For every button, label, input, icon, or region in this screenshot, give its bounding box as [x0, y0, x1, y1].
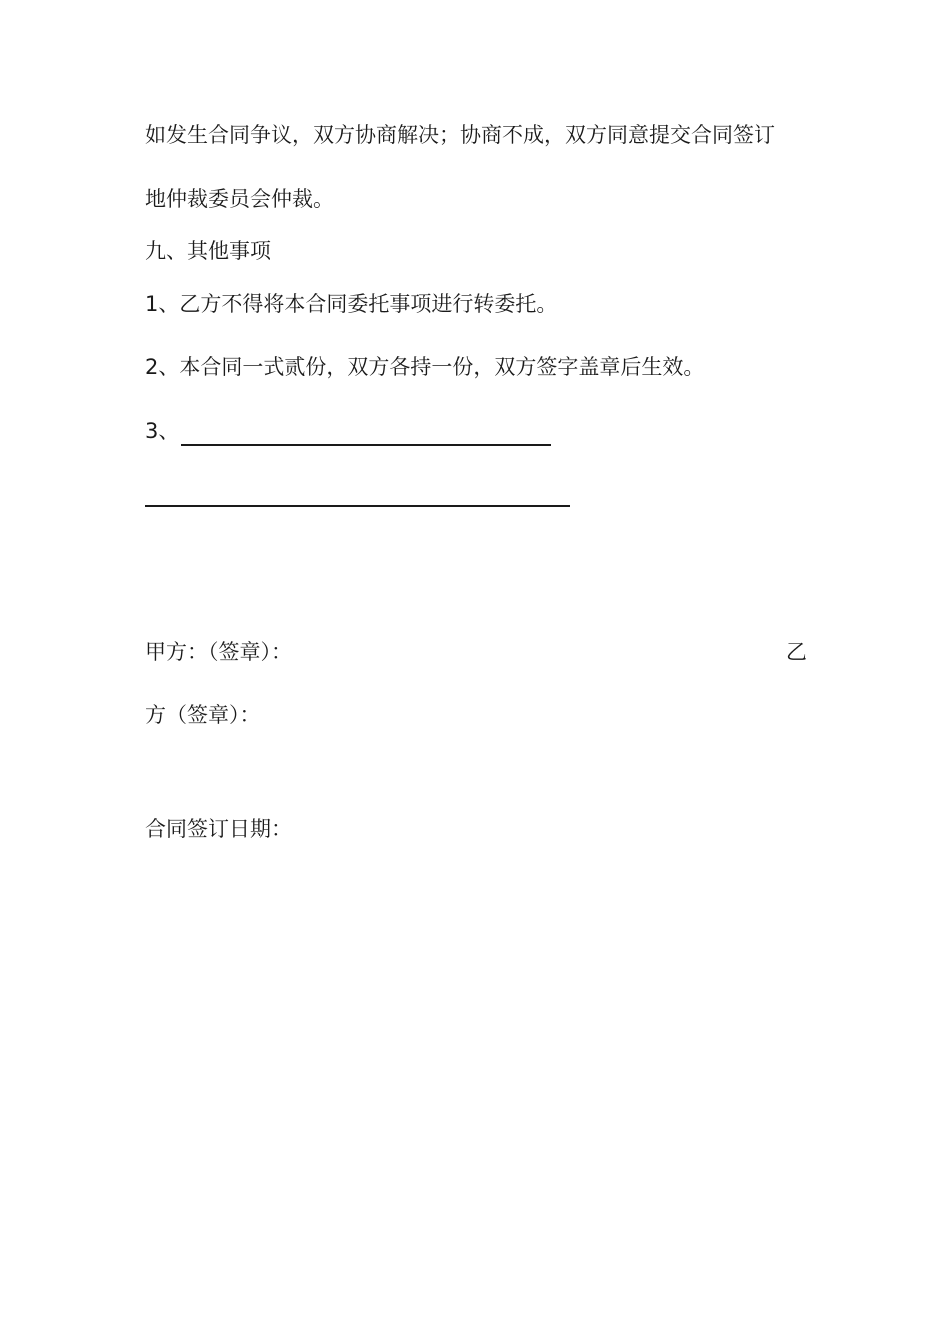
dispute-clause-line-1: 如发生合同争议，双方协商解决；协商不成，双方同意提交合同签订: [145, 123, 775, 147]
dispute-clause-line-2: 地仲裁委员会仲裁。: [145, 187, 334, 211]
clause-item-2: 2、本合同一式贰份，双方各持一份，双方签字盖章后生效。: [145, 355, 705, 379]
section-heading-other-matters: 九、其他事项: [145, 239, 271, 263]
blank-underline-2: [145, 505, 570, 507]
party-b-label-start: 乙: [786, 640, 807, 664]
clause-item-3-prefix: 3、: [145, 419, 180, 443]
party-a-signature-label: 甲方：（签章）：: [145, 640, 292, 664]
contract-sign-date-label: 合同签订日期：: [145, 817, 292, 841]
party-b-signature-label: 方（签章）：: [145, 703, 261, 727]
clause-item-1: 1、乙方不得将本合同委托事项进行转委托。: [145, 292, 558, 316]
blank-underline-1: [181, 422, 551, 446]
clause-item-3: [145, 416, 551, 446]
